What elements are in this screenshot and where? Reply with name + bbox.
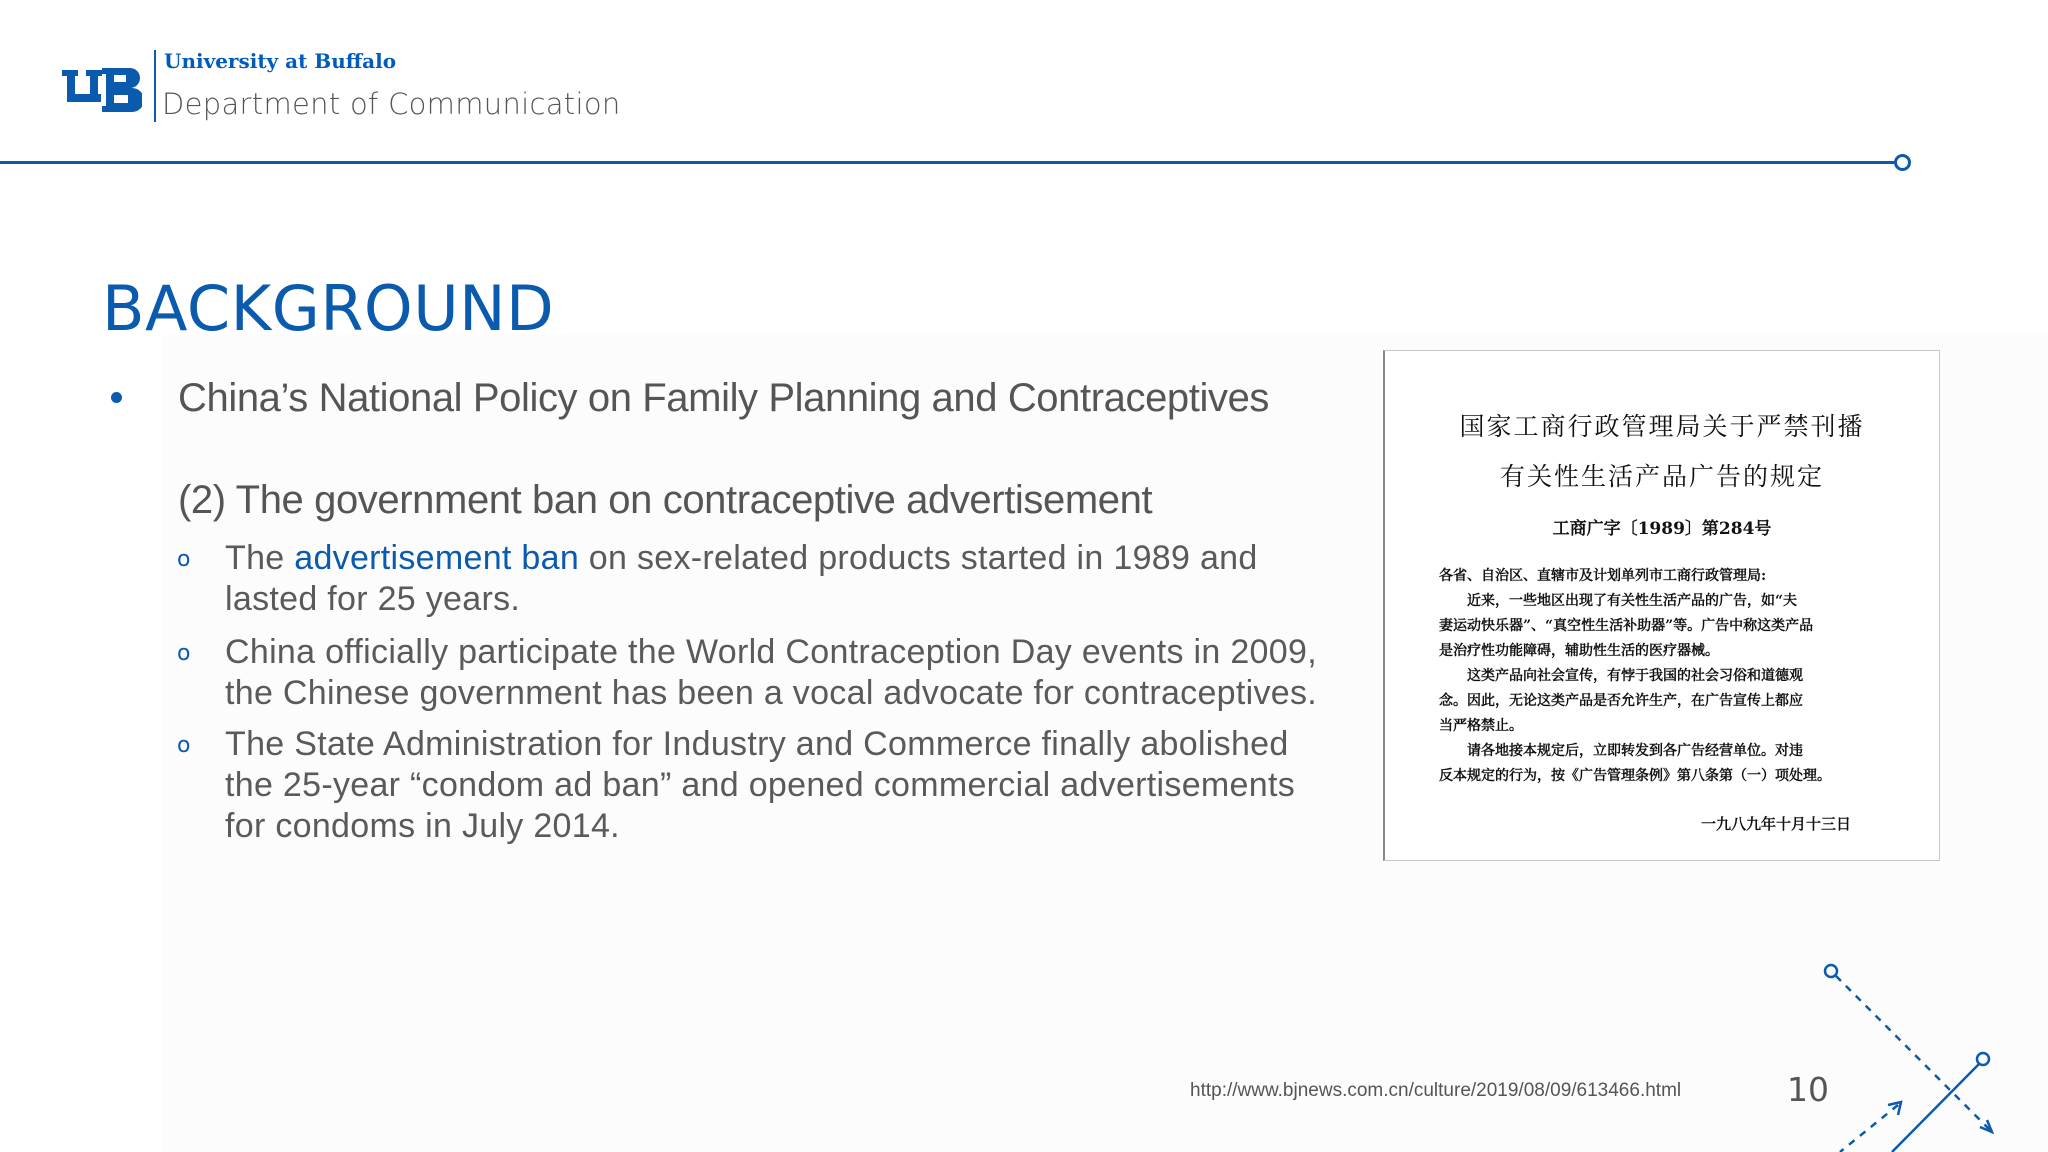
document-line: 反本规定的行为，按《广告管理条例》第八条第（一）项处理。: [1439, 768, 1831, 784]
sub-bullet-item: China officially participate the World Contraception Day events in 2009, the Chinese government has been a vocal advocate for contraceptives.: [225, 633, 1318, 712]
rule-end-circle-icon: [1894, 154, 1911, 171]
document-line: 是治疗性功能障碍，辅助性生活的医疗器械。: [1439, 643, 1719, 659]
department-name: Department of Communication: [162, 87, 621, 121]
page-number: 10: [1787, 1070, 1829, 1109]
document-line: 近来，一些地区出现了有关性生活产品的广告，如“夫: [1439, 593, 1798, 609]
highlight-text: advertisement ban: [294, 539, 580, 577]
document-number: 工商广字〔1989〕第284号: [1552, 519, 1772, 539]
sub-heading: (2) The government ban on contraceptive advertisement: [178, 478, 1153, 522]
slide-title: BACKGROUND: [102, 272, 555, 345]
bullet-heading: China’s National Policy on Family Planning and Contraceptives: [178, 376, 1270, 420]
document-line: 妻运动快乐器”、“真空性生活补助器”等。广告中称这类产品: [1439, 618, 1814, 634]
document-line: 念。因此，无论这类产品是否允许生产，在广告宣传上都应: [1439, 693, 1803, 709]
header-rule: [0, 161, 1894, 164]
sub-bullet-marker: o: [177, 547, 191, 572]
sub-bullet-text: The: [225, 539, 295, 577]
sub-bullet-marker: o: [177, 641, 191, 666]
decorative-lines-icon: [1800, 955, 2000, 1152]
sub-bullet-text: on sex-related products started in 1989 and lasted for 25 years.: [225, 539, 1258, 618]
sub-bullet-item: [225, 538, 1335, 620]
document-line: 这类产品向社会宣传，有悖于我国的社会习俗和道德观: [1439, 668, 1803, 684]
document-date: 一九八九年十月十三日: [1700, 815, 1851, 833]
document-line: 请各地接本规定后，立即转发到各广告经营单位。对违: [1439, 743, 1803, 759]
logo-divider: [154, 50, 156, 122]
sub-bullet-item: The State Administration for Industry and Commerce finally abolished the 25-year “condom ad ban” and opened commercial advertisements for condoms in July 2014.: [225, 725, 1295, 845]
policy-document-image: [1383, 350, 1940, 861]
document-title: 国家工商行政管理局关于严禁刊播: [1459, 412, 1865, 441]
university-name: University at Buffalo: [164, 49, 397, 73]
document-line: 各省、自治区、直辖市及计划单列市工商行政管理局:: [1439, 568, 1767, 584]
sub-bullet-marker: o: [177, 733, 191, 758]
document-title: 有关性生活产品广告的规定: [1499, 462, 1824, 491]
document-line: 当严格禁止。: [1439, 718, 1523, 734]
bullet-dot-icon: [111, 392, 122, 403]
source-link[interactable]: http://www.bjnews.com.cn/culture/2019/08/09/613466.html: [1190, 1080, 1682, 1101]
ub-logo-icon: [62, 68, 142, 112]
